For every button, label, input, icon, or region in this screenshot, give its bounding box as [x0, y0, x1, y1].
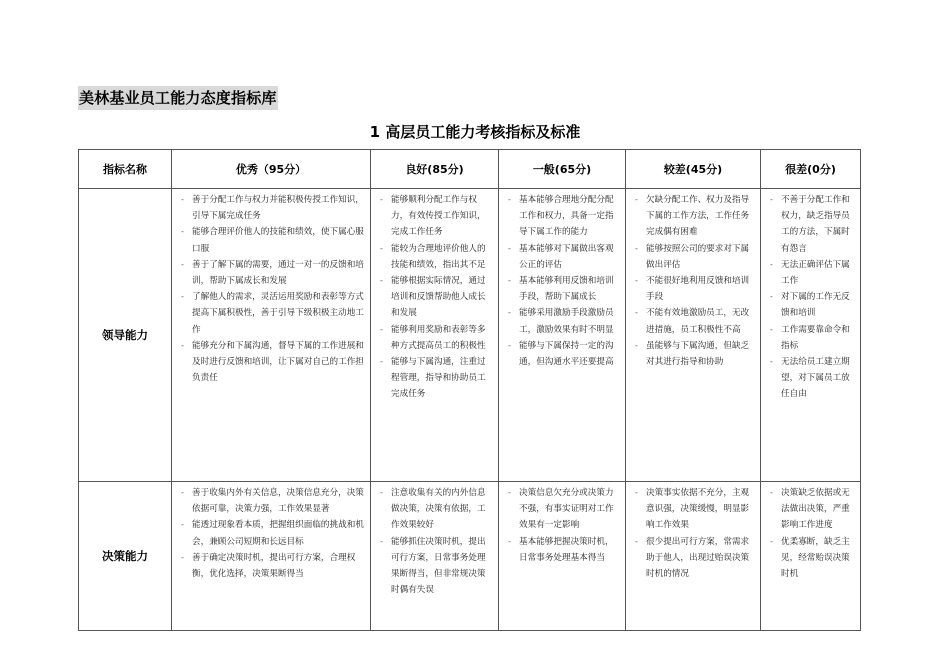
criteria-cell	[626, 482, 761, 631]
criteria-list	[499, 482, 625, 566]
criteria-item: - 不能很好地利用反馈和培训手段	[635, 273, 755, 305]
criteria-item: - 能够按照公司的要求对下属做出评估	[635, 241, 755, 273]
header-average: 一般(65分)	[499, 150, 626, 189]
criteria-item: - 能够根据实际情况，通过培训和反馈帮助他人成长和发展	[380, 273, 493, 322]
row-label-decision-making: 决策能力	[79, 482, 172, 631]
criteria-item: - 基本能够把握决策时机，日常事务处理基本得当	[508, 534, 620, 566]
criteria-item: - 优柔寡断，缺乏主见，经常贻误决策时机	[770, 534, 855, 583]
criteria-item: - 决策事实依据不充分，主观意识强，决策缓慢，明显影响工作效果	[635, 485, 755, 534]
criteria-item: - 善于确定决策时机，提出可行方案，合理权衡，优化选择，决策果断得当	[181, 550, 365, 582]
criteria-item: - 善于收集内外有关信息，决策信息充分，决策依据可靠，决策力强，工作效果显著	[181, 485, 365, 517]
criteria-item: - 无法给员工建立期望，对下属员工放任自由	[770, 354, 855, 403]
criteria-cell	[761, 189, 861, 482]
row-label-leadership: 领导能力	[79, 189, 172, 482]
criteria-item: - 对下属的工作无反馈和培训	[770, 289, 855, 321]
criteria-item: - 能够顺利分配工作与权力，有效传授工作知识，完成工作任务	[380, 192, 493, 241]
criteria-item: - 基本能够利用反馈和培训手段，帮助下属成长	[508, 273, 620, 305]
criteria-item: - 善于了解下属的需要，通过一对一的反馈和培训，帮助下属成长和发展	[181, 257, 365, 289]
criteria-item: - 工作需要靠命令和指标	[770, 322, 855, 354]
criteria-list	[761, 482, 860, 582]
criteria-item: - 决策信息欠充分或决策力不强，有事实证明对工作效果有一定影响	[508, 485, 620, 534]
criteria-item: - 能够利用奖励和表彰等多种方式提高员工的积极性	[380, 322, 493, 354]
criteria-item: - 能够采用激励手段激励员工，激励效果有时不明显	[508, 305, 620, 337]
criteria-table	[78, 149, 861, 631]
criteria-item: - 无法正确评估下属工作	[770, 257, 855, 289]
criteria-cell	[626, 189, 761, 482]
header-poor: 较差(45分)	[626, 150, 761, 189]
criteria-item: - 能够与下属沟通，注重过程管理，指导和协助员工完成任务	[380, 354, 493, 403]
criteria-list	[371, 482, 498, 598]
criteria-cell	[172, 189, 371, 482]
table-row	[79, 482, 861, 631]
criteria-item: - 能透过现象看本质，把握组织面临的挑战和机会，兼顾公司短期和长远目标	[181, 517, 365, 549]
criteria-cell	[761, 482, 861, 631]
table-header-row	[79, 150, 861, 189]
criteria-list	[172, 482, 370, 582]
header-good: 良好(85分)	[371, 150, 499, 189]
criteria-cell	[371, 189, 499, 482]
criteria-item: - 能够与下属保持一定的沟通，但沟通水平还要提高	[508, 338, 620, 370]
criteria-list	[626, 189, 760, 370]
criteria-list	[172, 189, 370, 386]
criteria-item: - 能够合理评价他人的技能和绩效，使下属心服口服	[181, 224, 365, 256]
criteria-item: - 能较为合理地评价他人的技能和绩效，指出其不足	[380, 241, 493, 273]
criteria-item: - 决策缺乏依据或无法做出决策，严重影响工作进度	[770, 485, 855, 534]
criteria-item: - 虽能够与下属沟通，但缺乏对其进行指导和协助	[635, 338, 755, 370]
header-very-poor: 很差(0分)	[761, 150, 861, 189]
criteria-cell	[371, 482, 499, 631]
criteria-list	[499, 189, 625, 370]
criteria-cell	[172, 482, 371, 631]
table-row	[79, 189, 861, 482]
criteria-list	[761, 189, 860, 403]
table-title: 1 高层员工能力考核指标及标准	[369, 123, 581, 141]
criteria-item: - 很少提出可行方案，常需求助于他人，出现过贻误决策时机的情况	[635, 534, 755, 583]
criteria-item: - 能够抓住决策时机，提出可行方案，日常事务处理果断得当，但非常规决策时偶有失误	[380, 534, 493, 599]
header-indicator-name: 指标名称	[79, 150, 172, 189]
criteria-item: - 欠缺分配工作、权力及指导下属的工作方法，工作任务完成偶有困难	[635, 192, 755, 241]
criteria-item: - 不能有效地激励员工，无改进措施，员工积极性不高	[635, 305, 755, 337]
document-title: 美林基业员工能力态度指标库	[78, 86, 278, 110]
criteria-item: - 不善于分配工作和权力，缺乏指导员工的方法，下属时有怨言	[770, 192, 855, 257]
criteria-item: - 基本能够合理地分配分配工作和权力，具备一定指导下属工作的能力	[508, 192, 620, 241]
criteria-list	[626, 482, 760, 582]
criteria-item: - 注意收集有关的内外信息做决策，决策有依据，工作效果较好	[380, 485, 493, 534]
criteria-item: - 善于分配工作与权力并能积极传授工作知识，引导下属完成任务	[181, 192, 365, 224]
criteria-item: - 了解他人的需求，灵活运用奖励和表彰等方式提高下属积极性，善于引导下级积极主动地工作	[181, 289, 365, 338]
criteria-cell	[499, 189, 626, 482]
criteria-item: - 能够充分和下属沟通，督导下属的工作进展和及时进行反馈和培训，让下属对自己的工作担负责任	[181, 338, 365, 387]
header-excellent: 优秀（95分）	[172, 150, 371, 189]
criteria-cell	[499, 482, 626, 631]
criteria-list	[371, 189, 498, 403]
criteria-item: - 基本能够对下属做出客观公正的评估	[508, 241, 620, 273]
